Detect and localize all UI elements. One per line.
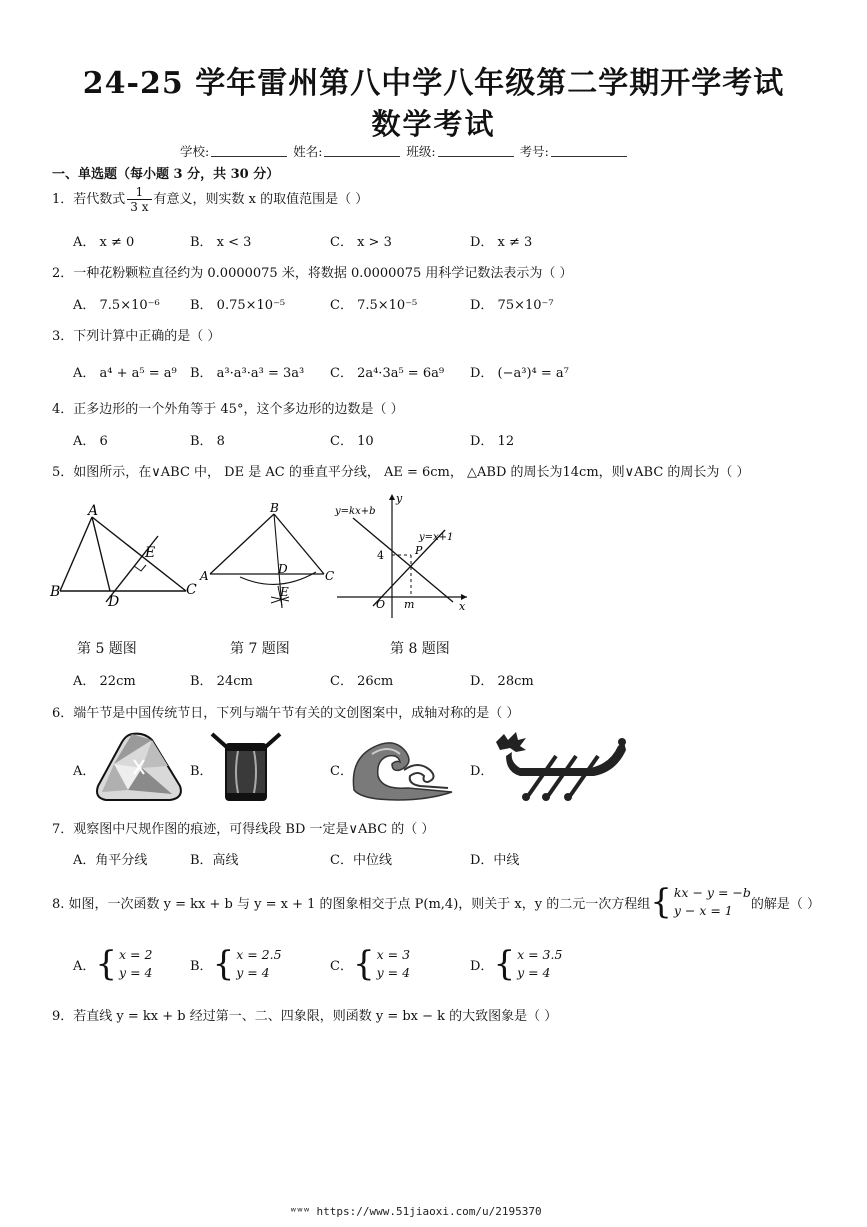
fig8-label-line2: y=x+1 bbox=[419, 532, 454, 543]
fig7-label-e: E bbox=[280, 585, 289, 599]
q7-option-a: A．角平分线 bbox=[73, 853, 148, 868]
q8-option-b: B． { x = 2.5 y = 4 bbox=[190, 944, 282, 984]
fig8-label-line1: y=kx+b bbox=[335, 506, 376, 517]
q4-option-a: A． 6 bbox=[73, 434, 108, 449]
q7-option-c: C．中位线 bbox=[330, 853, 392, 868]
question-6: 6．端午节是中国传统节日，下列与端午节有关的文创图案中，成轴对称的是（ ） bbox=[52, 706, 520, 721]
figure-7-construction bbox=[198, 500, 340, 615]
footer-url: ʷʷʷ https://www.51jiaoxi.com/u/2195370 bbox=[290, 1205, 542, 1218]
q3-option-c: C． 2a⁴·3a⁵ = 6a⁹ bbox=[330, 366, 445, 381]
q3-option-b: B． a³·a³·a³ = 3a³ bbox=[190, 366, 305, 381]
q4-option-d: D． 12 bbox=[470, 434, 515, 449]
q5-option-a: A． 22cm bbox=[73, 674, 136, 689]
class-blank bbox=[438, 144, 514, 157]
fig7-label-c: C bbox=[325, 569, 335, 583]
q2-option-c: C． 7.5×10⁻⁵ bbox=[330, 298, 418, 313]
q2-option-b: B． 0.75×10⁻⁵ bbox=[190, 298, 286, 313]
class-label: 班级: bbox=[406, 144, 436, 159]
q8-eq1: kx − y = −b bbox=[673, 885, 751, 900]
q1-fraction bbox=[127, 185, 151, 214]
q4-option-c: C． 10 bbox=[330, 434, 374, 449]
exam-number-blank bbox=[551, 144, 627, 157]
q8-b-label: B． bbox=[190, 958, 213, 974]
figure-8-graph bbox=[333, 490, 473, 620]
q8-option-a: A． { x = 2 y = 4 bbox=[73, 944, 153, 984]
question-8 bbox=[52, 884, 820, 920]
q5-option-c: C． 26cm bbox=[330, 674, 394, 689]
fig8-label-m: m bbox=[404, 598, 415, 611]
dragon-boat-image bbox=[490, 728, 630, 802]
q8-d-row2: y = 4 bbox=[517, 965, 551, 980]
fig5-label-c: C bbox=[186, 582, 197, 598]
q1-option-b: B． x < 3 bbox=[190, 235, 252, 250]
name-label: 姓名: bbox=[293, 144, 323, 159]
q5-option-b: B． 24cm bbox=[190, 674, 253, 689]
section-heading: 一、单选题（每小题 3 分，共 30 分） bbox=[52, 167, 280, 182]
question-2: 2．一种花粉颗粒直径约为 0.0000075 米，将数据 0.0000075 用科学记数法表示为（ ） bbox=[52, 266, 573, 281]
question-5: 5．如图所示，在∨ABC 中， DE 是 AC 的垂直平分线， AE = 6cm， △ABD 的周长为14cm，则∨ABC 的周长为（ ） bbox=[52, 465, 750, 480]
caption-fig7: 第 7 题图 bbox=[230, 641, 290, 657]
q8-c-row2: y = 4 bbox=[376, 965, 411, 980]
fig8-label-o: O bbox=[376, 598, 386, 611]
fig5-label-e: E bbox=[145, 545, 156, 561]
q6-option-d: D． bbox=[470, 764, 494, 779]
q8-c-label: C． bbox=[330, 958, 353, 974]
q8-a-row2: y = 4 bbox=[119, 965, 153, 980]
fig7-label-a: A bbox=[200, 569, 209, 583]
fig7-label-d: D bbox=[278, 562, 288, 576]
q8-text: 8. 如图，一次函数 y = kx + b 与 y = x + 1 的图象相交于点 P(m,4)，则关于 x，y 的二元一次方程组 bbox=[52, 896, 651, 912]
fig8-label-p: P bbox=[415, 544, 423, 557]
question-7: 7．观察图中尺规作图的痕迹，可得线段 BD 一定是∨ABC 的（ ） bbox=[52, 822, 435, 837]
drum-image bbox=[210, 730, 282, 804]
question-3: 3．下列计算中正确的是（ ） bbox=[52, 329, 221, 344]
q8-option-c: C． { x = 3 y = 4 bbox=[330, 944, 411, 984]
q8-option-d: D． { x = 3.5 y = 4 bbox=[470, 944, 563, 984]
fig8-label-x: x bbox=[459, 600, 466, 613]
exam-number-label: 考号: bbox=[519, 144, 549, 159]
q1-option-a: A． x ≠ 0 bbox=[73, 235, 135, 250]
fig7-label-b: B bbox=[270, 501, 279, 515]
q3-option-d: D． (−a³)⁴ = a⁷ bbox=[470, 366, 569, 381]
fig5-label-a: A bbox=[88, 503, 99, 519]
fig8-label-y: y bbox=[396, 492, 403, 505]
q2-option-d: D． 75×10⁻⁷ bbox=[470, 298, 554, 313]
q1-option-c: C． x > 3 bbox=[330, 235, 392, 250]
q6-option-a: A． bbox=[73, 764, 96, 779]
q5-option-d: D． 28cm bbox=[470, 674, 534, 689]
q8-eq2: y − x = 1 bbox=[673, 903, 733, 918]
q1-numerator: 1 bbox=[127, 185, 151, 200]
q7-option-d: D．中线 bbox=[470, 853, 520, 868]
caption-fig8: 第 8 题图 bbox=[390, 641, 450, 657]
q8-brace: { bbox=[650, 882, 672, 922]
q1-option-d: D． x ≠ 3 bbox=[470, 235, 533, 250]
q8-c-row1: x = 3 bbox=[376, 947, 411, 962]
q8-d-row1: x = 3.5 bbox=[517, 947, 563, 962]
q8-a-row1: x = 2 bbox=[119, 947, 153, 962]
q6-option-b: B． bbox=[190, 764, 213, 779]
fig5-label-b: B bbox=[50, 584, 61, 600]
question-4: 4．正多边形的一个外角等于 45°，这个多边形的边数是（ ） bbox=[52, 402, 404, 417]
fig5-label-d: D bbox=[108, 594, 120, 610]
zongzi-image bbox=[92, 730, 184, 802]
exam-title: 24-25 学年雷州第八中学八年级第二学期开学考试 bbox=[82, 66, 785, 101]
question-9: 9．若直线 y = kx + b 经过第一、二、四象限，则函数 y = bx − k 的大致图象是（ ） bbox=[52, 1009, 558, 1024]
q4-option-b: B． 8 bbox=[190, 434, 225, 449]
q3-option-a: A． a⁴ + a⁵ = a⁹ bbox=[73, 366, 177, 381]
q8-b-row2: y = 4 bbox=[236, 965, 270, 980]
figure-5-triangle bbox=[48, 500, 198, 615]
wave-image bbox=[348, 730, 458, 802]
q2-option-a: A． 7.5×10⁻⁶ bbox=[73, 298, 160, 313]
q6-option-c: C． bbox=[330, 764, 353, 779]
school-label: 学校: bbox=[180, 144, 210, 159]
name-blank bbox=[324, 144, 400, 157]
caption-fig5: 第 5 题图 bbox=[77, 641, 137, 657]
school-blank bbox=[211, 144, 287, 157]
q8-suffix: 的解是（ ） bbox=[750, 896, 821, 912]
q8-b-row1: x = 2.5 bbox=[236, 947, 282, 962]
exam-subtitle: 数学考试 bbox=[371, 107, 496, 141]
q8-system bbox=[650, 884, 751, 920]
q7-option-b: B．高线 bbox=[190, 853, 239, 868]
student-info-line bbox=[180, 142, 629, 160]
q1-suffix: 有意义，则实数 x 的取值范围是（ ） bbox=[153, 192, 369, 207]
q8-a-label: A． bbox=[73, 958, 96, 974]
q1-denominator: 3 x bbox=[130, 200, 149, 214]
q1-prefix: 1．若代数式 bbox=[52, 192, 126, 207]
question-1 bbox=[52, 185, 368, 214]
fig8-label-4: 4 bbox=[377, 549, 384, 562]
q8-d-label: D． bbox=[470, 958, 494, 974]
